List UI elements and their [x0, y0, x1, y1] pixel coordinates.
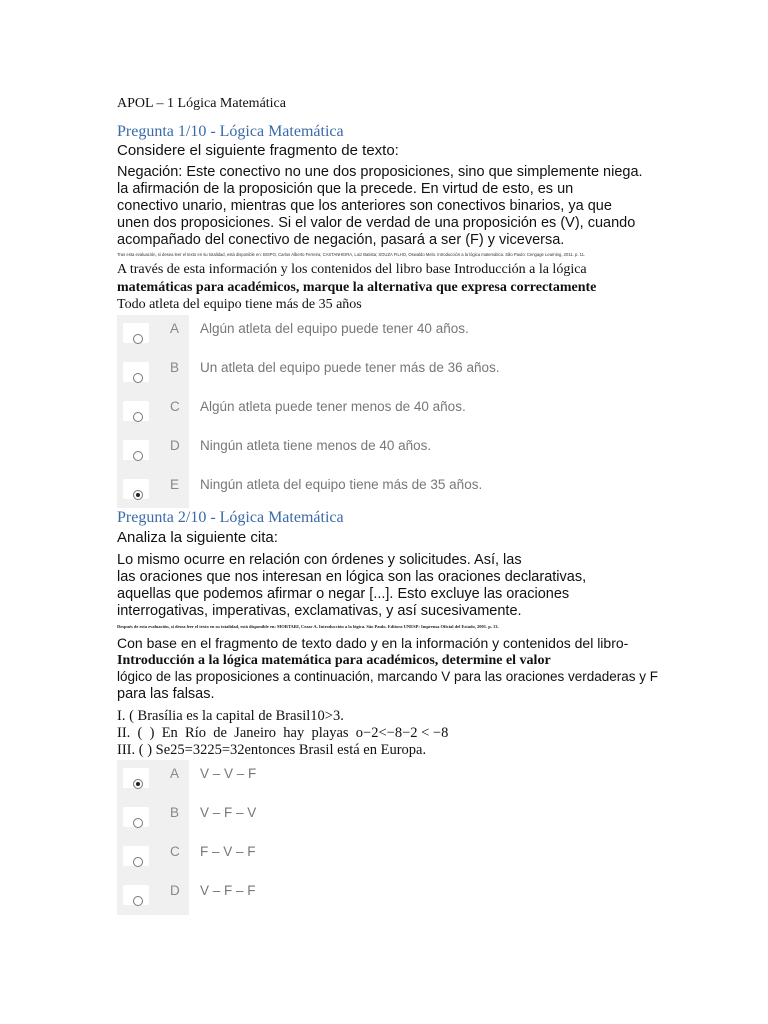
radio-background: [123, 807, 149, 827]
statement-3: III. ( ) Se25=3225=32entonces Brasil está en Europa.: [117, 742, 427, 758]
option-letter: E: [170, 477, 180, 492]
radio-button[interactable]: [133, 334, 143, 344]
option-d[interactable]: [117, 879, 677, 918]
radio-background: [123, 479, 149, 499]
radio-background: [123, 362, 149, 382]
radio-background: [123, 401, 149, 421]
option-letter: D: [170, 883, 180, 898]
radio-button[interactable]: [133, 857, 143, 867]
question-1-quote-first-line: Negación: Este conectivo no une dos proposiciones, sino que simplemente niega.: [117, 164, 643, 180]
option-letter: C: [170, 844, 180, 859]
question-2-source-note: Después de esta evaluación, si desea leer el texto en su totalidad, está disponible en: MORTARI, Cezar A. Introducción a la lógica. São Paulo. Editora UNESP: Imprensa Oficial del Estado, 2001. p. 13.: [117, 624, 499, 629]
option-letter: D: [170, 438, 180, 453]
option-text: Ningún atleta tiene menos de 40 años.: [200, 438, 432, 453]
radio-button[interactable]: [133, 896, 143, 906]
question-1-prompt-line-1: A través de esta información y los contenidos del libro base Introducción a la lógica: [117, 262, 587, 277]
option-letter: A: [170, 321, 180, 336]
radio-background: [123, 846, 149, 866]
option-letter: B: [170, 805, 180, 820]
radio-background: [123, 323, 149, 343]
option-text: Ningún atleta del equipo tiene más de 35 años.: [200, 477, 483, 492]
question-2-prompt-line-4: para las falsas.: [117, 686, 215, 702]
question-1-source-note: Tras esta evaluación, si desea leer el texto en su totalidad, está disponible en: BISPO, Carlos Alberto Ferreira; CASTANHEIRA, Luiz Batista; SOUZA FILHO, Oswaldo Melo. Introducción a la lógica matemática. São Paulo: Cengage Learning, 2011. p. 11.: [117, 252, 586, 257]
radio-background: [123, 768, 149, 788]
question-1-intro: Considere el siguiente fragmento de texto:: [117, 142, 399, 159]
question-1-prompt-line-3: Todo atleta del equipo tiene más de 35 años: [117, 297, 362, 312]
option-text: Algún atleta del equipo puede tener 40 años.: [200, 321, 469, 336]
radio-button[interactable]: [133, 818, 143, 828]
question-2-quote-body: las oraciones que nos interesan en lógica son las oraciones declarativas, aquellas que podemos afirmar o negar [...]. Esto excluye las oraciones interrogativas, imperativas, exclamativas, y así sucesivamente.: [117, 569, 587, 619]
radio-button[interactable]: [133, 412, 143, 422]
option-a[interactable]: [117, 317, 677, 356]
option-a[interactable]: [117, 762, 677, 801]
document-title: APOL – 1 Lógica Matemática: [117, 96, 286, 111]
option-text: V – F – V: [200, 805, 257, 820]
question-2-prompt-line-2: Introducción a la lógica matemática para académicos, determine el valor: [117, 653, 551, 668]
radio-button[interactable]: [133, 451, 143, 461]
question-1-quote-body: la afirmación de la proposición que la precede. En virtud de esto, es un conectivo unario, mientras que los anteriores son conectivos binarios, ya que unen dos proposiciones. Si el valor de verdad de una proposición es (V), cuando acompañado del conectivo de negación, pasará a ser (F) y viceversa.: [117, 181, 636, 248]
option-text: V – V – F: [200, 766, 257, 781]
option-e[interactable]: [117, 473, 677, 512]
radio-background: [123, 440, 149, 460]
question-2-prompt-line-1: Con base en el fragmento de texto dado y en la información y contenidos del libro-: [117, 635, 629, 651]
question-2-intro: Analiza la siguiente cita:: [117, 529, 278, 546]
option-text: V – F – F: [200, 883, 256, 898]
statement-1: I. ( Brasília es la capital de Brasil10>3.: [117, 708, 344, 724]
radio-button[interactable]: [133, 490, 143, 500]
option-b[interactable]: [117, 801, 677, 840]
radio-background: [123, 885, 149, 905]
option-letter: A: [170, 766, 180, 781]
option-letter: B: [170, 360, 180, 375]
question-1-heading: Pregunta 1/10 - Lógica Matemática: [117, 123, 344, 140]
radio-button[interactable]: [133, 373, 143, 383]
option-b[interactable]: [117, 356, 677, 395]
question-2-quote-first-line: Lo mismo ocurre en relación con órdenes y solicitudes. Así, las: [117, 552, 522, 568]
option-letter: C: [170, 399, 180, 414]
option-text: Algún atleta puede tener menos de 40 años.: [200, 399, 466, 414]
option-text: Un atleta del equipo puede tener más de 36 años.: [200, 360, 500, 375]
question-1-prompt-line-2: matemáticas para académicos, marque la alternativa que expresa correctamente: [117, 280, 597, 295]
radio-button[interactable]: [133, 779, 143, 789]
statement-2: II. ( ) En Río de Janeiro hay playas o−2<−8−2 < −8: [117, 725, 449, 741]
option-text: F – V – F: [200, 844, 256, 859]
option-c[interactable]: [117, 395, 677, 434]
question-2-prompt-line-3: lógico de las proposiciones a continuación, marcando V para las oraciones verdaderas y F: [117, 669, 659, 684]
option-d[interactable]: [117, 434, 677, 473]
option-c[interactable]: [117, 840, 677, 879]
question-2-heading: Pregunta 2/10 - Lógica Matemática: [117, 509, 344, 526]
